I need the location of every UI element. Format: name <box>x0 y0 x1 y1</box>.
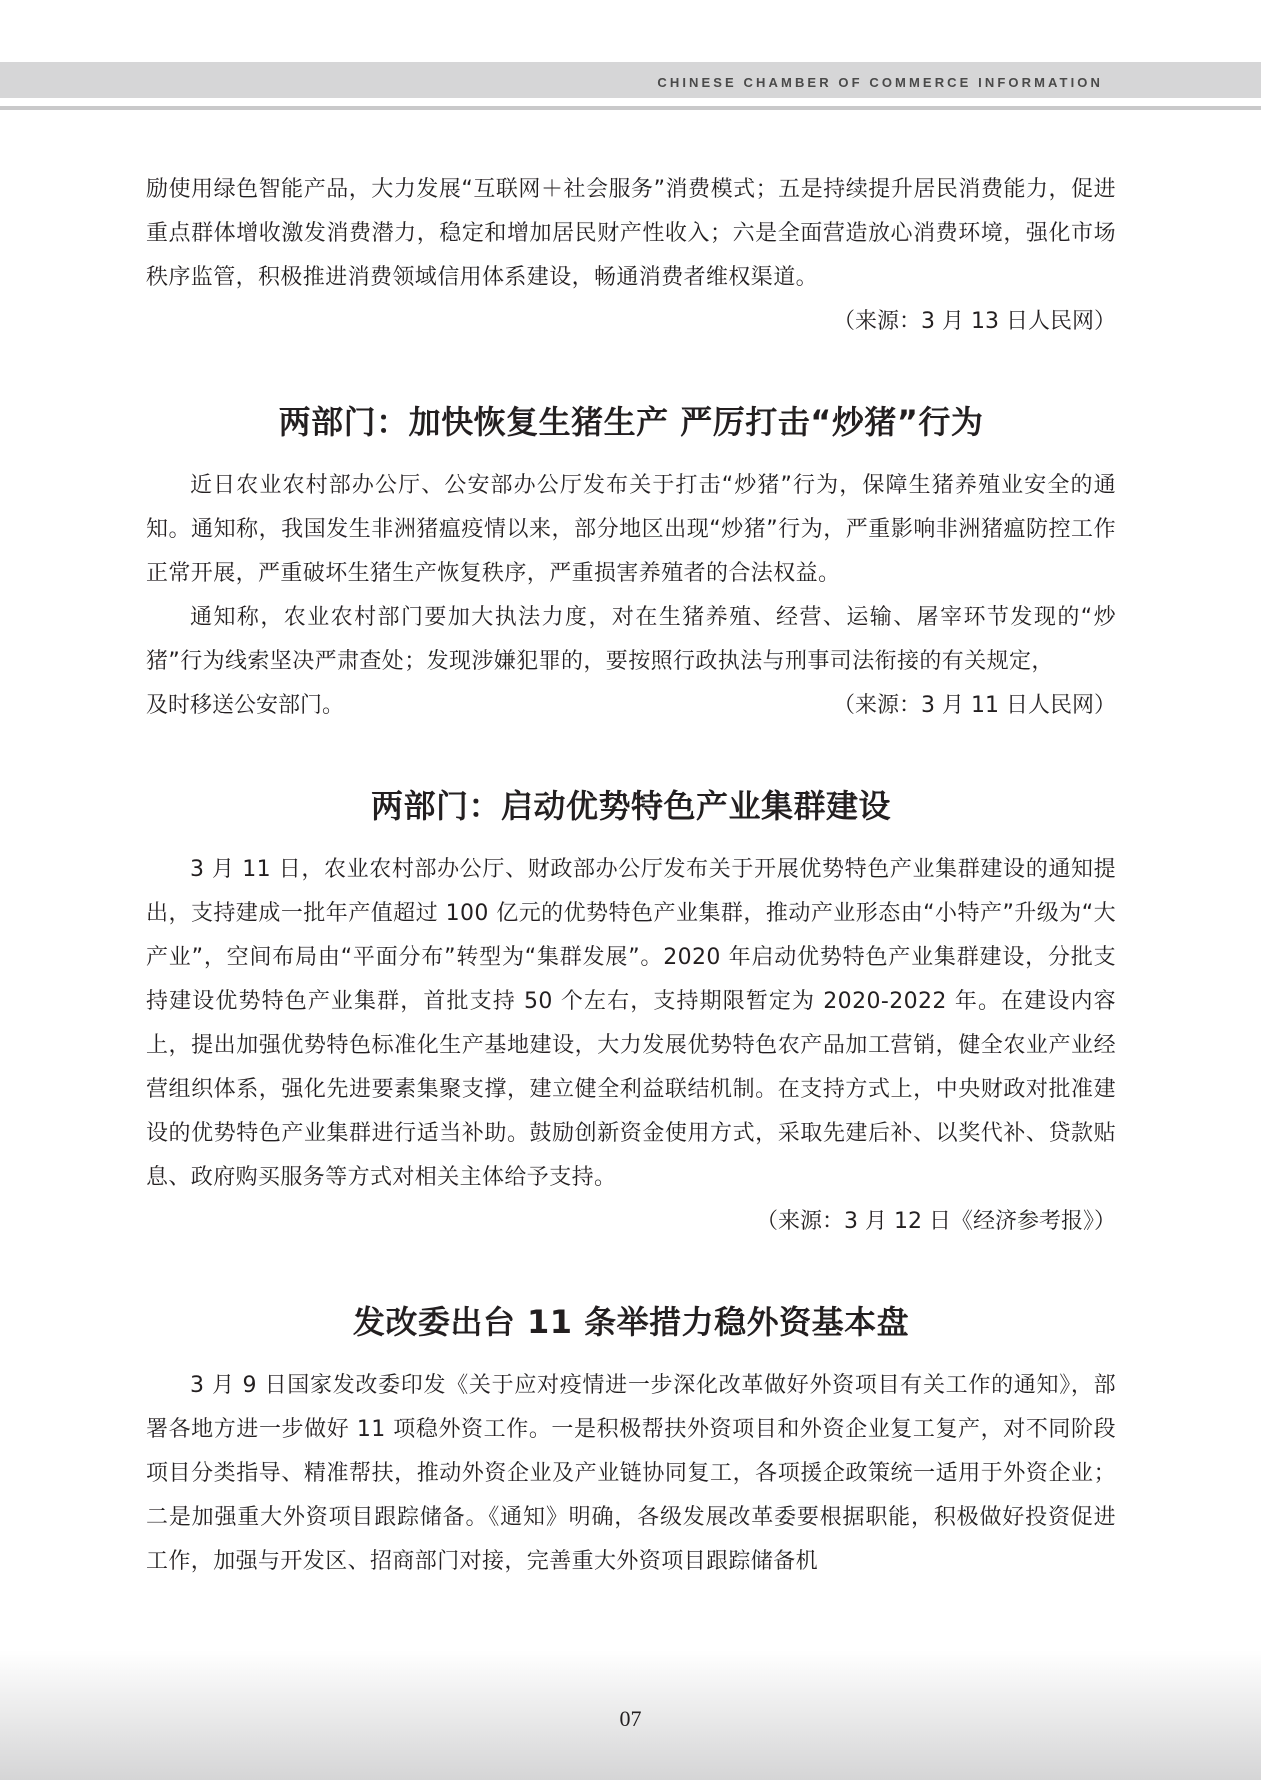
article4-title: 发改委出台 11 条举措力稳外资基本盘 <box>352 1303 910 1341</box>
article1-continuation: 励使用绿色智能产品，大力发展“互联网＋社会服务”消费模式；五是持续提升居民消费能力，促进重点群体增收激发消费潜力，稳定和增加居民财产性收入；六是全面营造放心消费环境，强化市场秩序监管，积极推进消费领域信用体系建设，畅通消费者维权渠道。 <box>146 177 1116 290</box>
article3-source: （来源：3 月 12 日《经济参考报》） <box>756 1209 1116 1234</box>
article2-paragraph-1: 近日农业农村部办公厅、公安部办公厅发布关于打击“炒猪”行为，保障生猪养殖业安全的通知。通知称，我国发生非洲猪瘟疫情以来，部分地区出现“炒猪”行为，严重影响非洲猪瘟防控工作正常开展，严重破坏生猪生产恢复秩序，严重损害养殖者的合法权益。 <box>146 473 1116 586</box>
article2-last-line-text: 及时移送公安部门。 <box>146 693 345 718</box>
article1-source: （来源：3 月 13 日人民网） <box>833 309 1116 334</box>
article2-paragraph-2: 通知称，农业农村部门要加大执法力度，对在生猪养殖、经营、运输、屠宰环节发现的“炒猪”行为线索坚决严肃查处；发现涉嫌犯罪的，要按照行政执法与刑事司法衔接的有关规定， <box>146 605 1116 674</box>
article3-title: 两部门：启动优势特色产业集群建设 <box>370 787 891 825</box>
page-number: 07 <box>619 1706 642 1731</box>
article2-source: （来源：3 月 11 日人民网） <box>833 693 1116 718</box>
article4-paragraph: 3 月 9 日国家发改委印发《关于应对疫情进一步深化改革做好外资项目有关工作的通知》，部署各地方进一步做好 11 项稳外资工作。一是积极帮扶外资项目和外资企业复工复产，对不同阶段项目分类指导、精准帮扶，推动外资企业及产业链协同复工，各项援企政策统一适用于外资企业；二是加强重大外资项目跟踪储备。《通知》明确，各级发展改革委要根据职能，积极做好投资促进工作，加强与开发区、招商部门对接，完善重大外资项目跟踪储备机 <box>146 1373 1116 1574</box>
header-divider <box>0 106 1261 110</box>
publication-header: CHINESE CHAMBER OF COMMERCE INFORMATION <box>657 75 1103 90</box>
page-content <box>146 168 1116 1584</box>
article2-title: 两部门：加快恢复生猪生产 严厉打击“炒猪”行为 <box>278 403 984 441</box>
article2-last-line <box>146 684 1116 728</box>
article3-paragraph: 3 月 11 日，农业农村部办公厅、财政部办公厅发布关于开展优势特色产业集群建设的通知提出，支持建成一批年产值超过 100 亿元的优势特色产业集群，推动产业形态由“小特产”升级为“大产业”，空间布局由“平面分布”转型为“集群发展”。2020 年启动优势特色产业集群建设，分批支持建设优势特色产业集群，首批支持 50 个左右，支持期限暂定为 2020-2022 年。在建设内容上，提出加强优势特色标准化生产基地建设，大力发展优势特色农产品加工营销，健全农业产业经营组织体系，强化先进要素集聚支撑，建立健全利益联结机制。在支持方式上，中央财政对批准建设的优势特色产业集群进行适当补助。鼓励创新资金使用方式，采取先建后补、以奖代补、贷款贴息、政府购买服务等方式对相关主体给予支持。 <box>146 857 1116 1190</box>
